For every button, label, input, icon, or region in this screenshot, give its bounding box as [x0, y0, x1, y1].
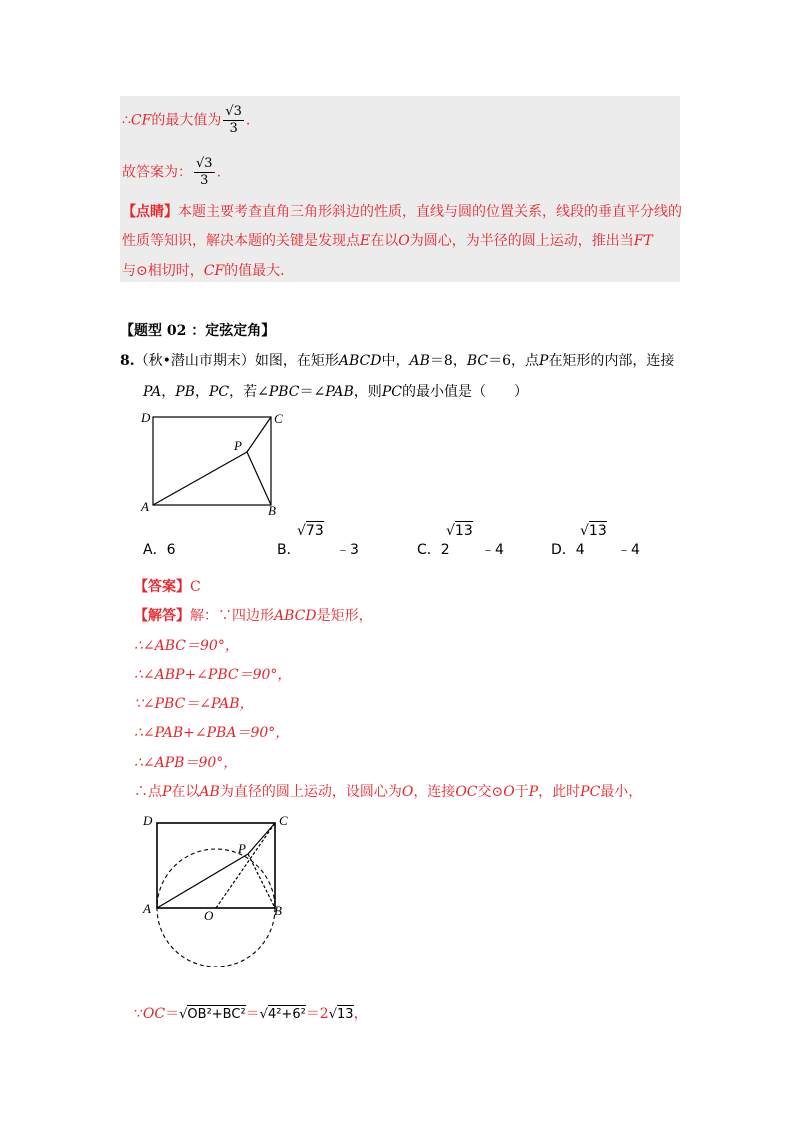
rectangle-figure	[135, 405, 295, 517]
segment-pb-2	[248, 854, 275, 908]
radical-3: √13	[328, 1007, 354, 1022]
label-a-2: A	[143, 901, 151, 916]
note-line-3: 与⊙相切时，CF的值最大.	[122, 263, 285, 279]
label-a: A	[141, 499, 149, 514]
segment-pc	[247, 417, 271, 452]
option-d: D．4	[551, 542, 585, 558]
label-b: B	[268, 503, 276, 517]
label-d: D	[141, 410, 151, 425]
solution-line-7: ∴点P在以AB为直径的圆上运动，设圆心为O，连接OC交⊙O于P，此时PC最小，	[134, 784, 643, 800]
label-p-2: P	[238, 841, 246, 856]
label-c-2: C	[279, 813, 288, 828]
fraction: $\frac{√3}{3}$	[225, 104, 242, 136]
segment-pc-2	[248, 823, 275, 854]
label-b-2: B	[274, 903, 282, 918]
option-c: C．2	[417, 542, 450, 558]
option-c-tail: ﹣4	[481, 542, 504, 558]
segment-pa	[153, 452, 247, 505]
final-equation: ∵OC＝√OB²+BC²＝√4²+6²＝2√13，	[134, 1006, 368, 1022]
option-a: A．6	[143, 542, 176, 558]
radical-2: √4²+6²	[259, 1007, 306, 1022]
solution-line-3: ∴∠ABP+∠PBC＝90°，	[134, 667, 292, 683]
option-b-radical: √73	[297, 523, 324, 539]
label-p: P	[234, 438, 242, 453]
note-line-2: 性质等知识，解决本题的关键是发现点E在以O为圆心，为半径的圆上运动，推出当FT	[122, 233, 653, 249]
option-b: B．	[277, 542, 301, 558]
solution-line-2: ∴∠ABC＝90°，	[134, 638, 239, 654]
answer-line: 故答案为： $\frac{√3}{3}$ .	[122, 156, 222, 188]
option-b-tail: ﹣3	[336, 542, 359, 558]
rectangle-abcd	[153, 417, 271, 505]
problem-line-1: 8.（秋•潜山市期末）如图，在矩形ABCD中，AB＝8，BC＝6，点P在矩形的内部，连接	[120, 353, 675, 369]
circle-figure	[135, 805, 305, 967]
solution-line-5: ∴∠PAB+∠PBA＝90°，	[134, 725, 290, 741]
answer-row: 【答案】C	[134, 579, 201, 595]
radical-1: √OB²+BC²	[179, 1007, 246, 1022]
problem-line-2: PA，PB，PC，若∠PBC＝∠PAB，则PC的最小值是（ ）	[143, 384, 528, 400]
label-o: O	[204, 908, 214, 923]
fraction: $\frac{√3}{3}$	[196, 156, 213, 188]
label-c: C	[274, 411, 283, 426]
solution-line-1: 【解答】解：∵四边形ABCD是矩形，	[134, 608, 373, 624]
cf-max-line: ∴CF的最大值为 $\frac{√3}{3}$ .	[122, 104, 251, 136]
label-d-2: D	[143, 813, 153, 828]
note-line-1: 【点睛】本题主要考查直角三角形斜边的性质，直线与圆的位置关系，线段的垂直平分线的	[122, 204, 682, 220]
segment-oc	[216, 823, 275, 908]
solution-line-4: ∵∠PBC＝∠PAB，	[134, 696, 254, 712]
solution-line-6: ∴∠APB＝90°，	[134, 755, 238, 771]
segment-pb	[247, 452, 271, 505]
option-d-radical: √13	[580, 523, 607, 539]
section-title: 【题型 02 ：定弦定角】	[120, 323, 276, 339]
option-c-radical: √13	[446, 523, 473, 539]
option-d-tail: ﹣4	[617, 542, 640, 558]
